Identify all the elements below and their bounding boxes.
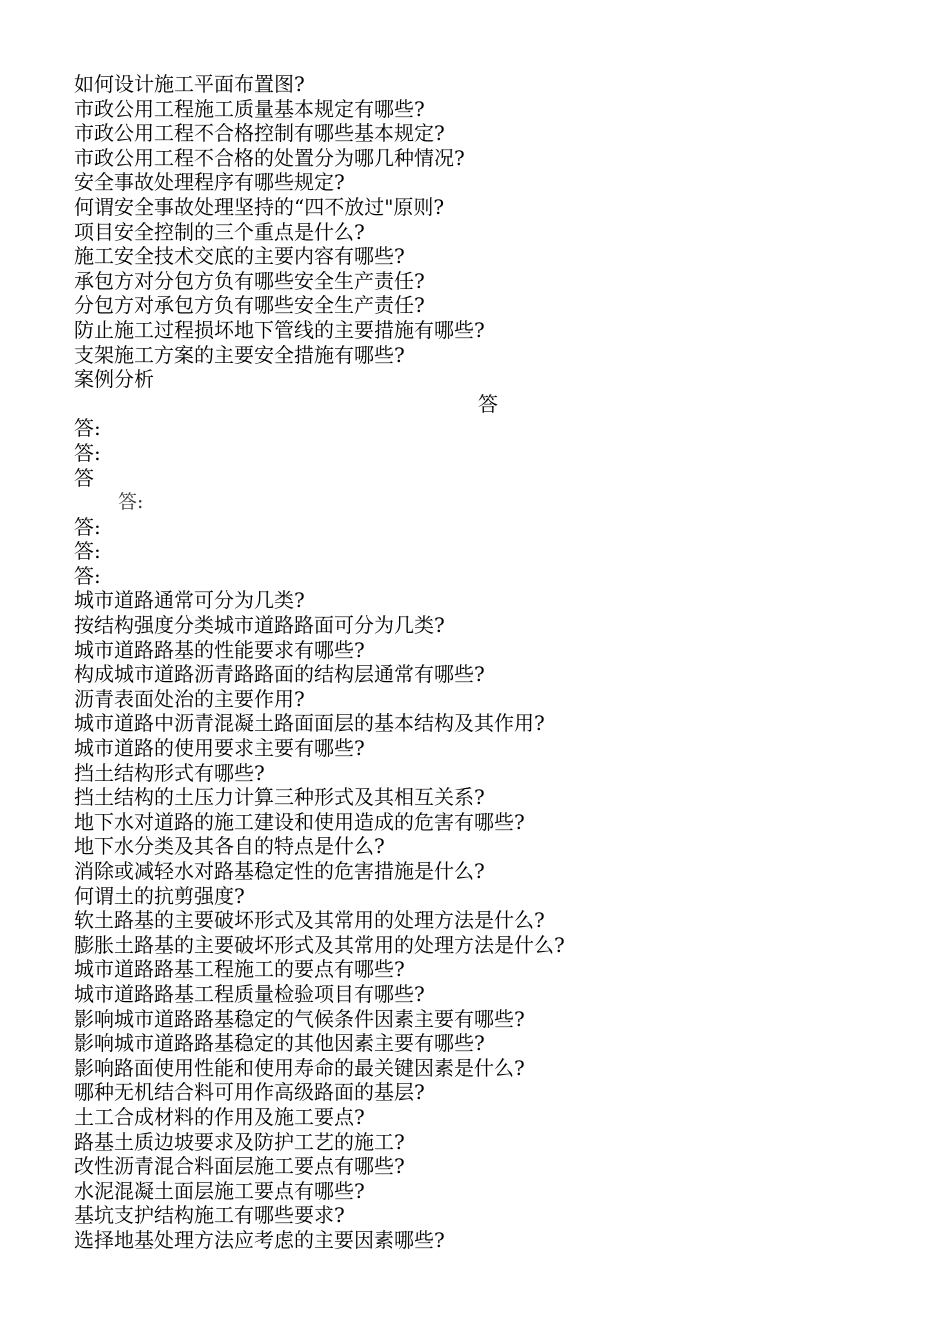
question-item: 安全事故处理程序有哪些规定? xyxy=(74,170,345,195)
question-item: 消除或减轻水对路基稳定性的危害措施是什么? xyxy=(74,859,485,883)
question-item: 按结构强度分类城市道路路面可分为几类? xyxy=(74,613,445,638)
question-item: 哪种无机结合料可用作高级路面的基层? xyxy=(74,1080,425,1105)
answer-list xyxy=(74,416,950,588)
question-item: 承包方对分包方负有哪些安全生产责任? xyxy=(74,268,425,293)
question-item: 地下水分类及其各自的特点是什么? xyxy=(74,834,385,859)
question-item: 土工合成材料的作用及施工要点? xyxy=(74,1104,365,1129)
question-item: 基坑支护结构施工有哪些要求? xyxy=(74,1203,345,1228)
answer-item: 答: xyxy=(74,563,101,588)
question-item: 施工安全技术交底的主要内容有哪些? xyxy=(74,244,405,269)
question-item: 项目安全控制的三个重点是什么? xyxy=(74,219,365,244)
question-item: 城市道路通常可分为几类? xyxy=(74,588,305,613)
question-item: 影响城市道路路基稳定的气候条件因素主要有哪些? xyxy=(74,1006,525,1031)
question-item: 挡土结构的土压力计算三种形式及其相互关系? xyxy=(74,785,485,810)
question-item: 挡土结构形式有哪些? xyxy=(74,760,265,785)
question-item: 城市道路路基工程质量检验项目有哪些? xyxy=(74,981,425,1006)
question-item: 如何设计施工平面布置图? xyxy=(74,72,305,96)
answer-item: 答: xyxy=(74,440,101,465)
question-list-part2 xyxy=(74,588,950,1252)
question-item: 影响城市道路路基稳定的其他因素主要有哪些? xyxy=(74,1031,485,1056)
question-item: 城市道路中沥青混凝土路面面层的基本结构及其作用? xyxy=(74,711,545,736)
question-item: 影响路面使用性能和使用寿命的最关键因素是什么? xyxy=(74,1055,525,1080)
answer-item-indented: 答: xyxy=(118,491,144,514)
question-item: 何谓安全事故处理坚持的“四不放过"原则? xyxy=(74,194,445,219)
question-item: 支架施工方案的主要安全措施有哪些? xyxy=(74,342,405,367)
question-item: 何谓土的抗剪强度? xyxy=(74,883,245,908)
answer-item: 答 xyxy=(74,465,94,490)
question-item: 水泥混凝土面层施工要点有哪些? xyxy=(74,1178,365,1203)
answer-item: 答: xyxy=(74,539,101,564)
question-item: 市政公用工程不合格控制有哪些基本规定? xyxy=(74,121,445,146)
question-item: 改性沥青混合料面层施工要点有哪些? xyxy=(74,1154,405,1179)
question-item: 市政公用工程不合格的处置分为哪几种情况? xyxy=(74,145,465,170)
answer-item: 答: xyxy=(74,514,101,539)
answer-item: 答: xyxy=(74,416,101,441)
question-item: 路基土质边坡要求及防护工艺的施工? xyxy=(74,1129,405,1154)
question-item: 膨胀土路基的主要破坏形式及其常用的处理方法是什么? xyxy=(74,932,565,957)
section-heading-case-analysis: 案例分析 xyxy=(74,367,154,392)
question-item: 软土路基的主要破坏形式及其常用的处理方法是什么? xyxy=(74,908,545,933)
question-item: 沥青表面处治的主要作用? xyxy=(74,686,305,711)
question-item: 防止施工过程损坏地下管线的主要措施有哪些? xyxy=(74,317,485,342)
question-item: 城市道路路基的性能要求有哪些? xyxy=(74,637,365,662)
question-list-part1 xyxy=(74,72,950,392)
question-item: 城市道路路基工程施工的要点有哪些? xyxy=(74,957,405,982)
question-item: 构成城市道路沥青路路面的结构层通常有哪些? xyxy=(74,662,485,687)
question-item: 分包方对承包方负有哪些安全生产责任? xyxy=(74,293,425,318)
question-item: 城市道路的使用要求主要有哪些? xyxy=(74,736,365,761)
question-item: 地下水对道路的施工建设和使用造成的危害有哪些? xyxy=(74,809,525,834)
question-item: 市政公用工程施工质量基本规定有哪些? xyxy=(74,96,425,121)
question-item: 选择地基处理方法应考虑的主要因素哪些? xyxy=(74,1227,445,1252)
answer-heading: 答 xyxy=(478,391,498,416)
